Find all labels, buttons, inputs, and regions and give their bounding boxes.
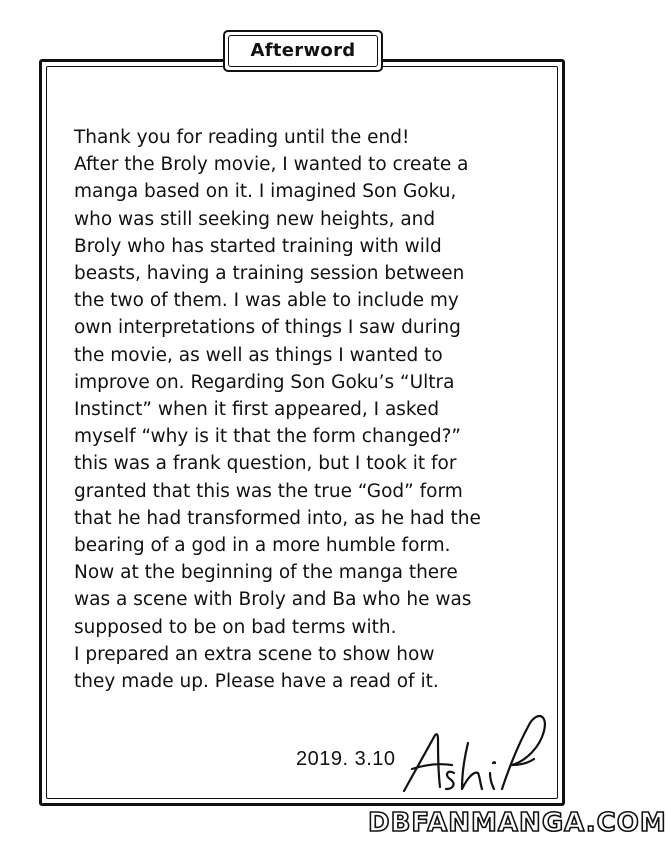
body-line: supposed to be on bad terms with.	[74, 616, 397, 638]
body-line: improve on. Regarding Son Goku’s “Ultra	[74, 371, 455, 393]
body-line: After the Broly movie, I wanted to create a	[74, 154, 469, 176]
body-line: this was a frank question, but I took it for	[74, 453, 457, 475]
body-line: granted that this was the true “God” form	[74, 480, 463, 502]
body-line: they made up. Please have a read of it.	[74, 671, 439, 693]
body-line: Thank you for reading until the end!	[74, 127, 410, 148]
body-line: own interpretations of things I saw during	[74, 317, 461, 339]
body-line: Now at the beginning of the manga there	[74, 562, 458, 584]
body-line: manga based on it. I imagined Son Goku,	[74, 181, 457, 203]
body-line: the movie, as well as things I wanted to	[74, 344, 443, 366]
afterword-body	[74, 124, 542, 695]
body-line: myself “why is it that the form changed?”	[74, 426, 462, 448]
body-line: bearing of a god in a more humble form.	[74, 535, 451, 557]
body-line: beasts, having a training session between	[74, 263, 465, 285]
signature-image	[398, 703, 550, 799]
body-line: was a scene with Broly and Ba who he was	[74, 589, 472, 611]
title-plate	[223, 30, 383, 72]
body-line: I prepared an extra scene to show how	[74, 643, 435, 665]
watermark-logo: DBFANMANGA.COM	[368, 808, 667, 838]
body-line: Broly who has started training with wild	[74, 235, 442, 257]
date-stamp: 2019. 3.10	[296, 748, 396, 770]
body-line: Instinct” when it first appeared, I asked	[74, 399, 440, 421]
body-line: who was still seeking new heights, and	[74, 208, 436, 230]
body-line: that he had transformed into, as he had the	[74, 507, 481, 529]
body-line: the two of them. I was able to include my	[74, 290, 459, 312]
page-title: Afterword	[250, 40, 356, 61]
